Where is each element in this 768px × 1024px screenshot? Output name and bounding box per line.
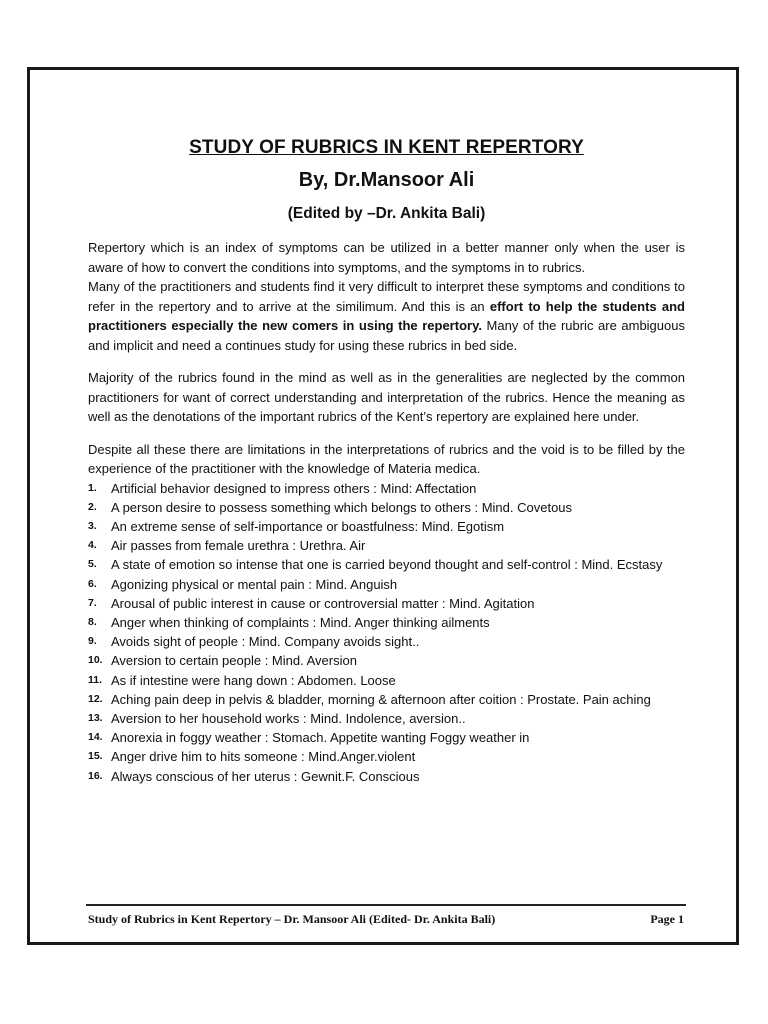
paragraph-practitioners-emphasis: effort to help the students and practitioners especially the new comers in using the repertory. [88, 298, 685, 333]
rubric-item [88, 690, 685, 709]
rubric-item [88, 575, 685, 594]
document-editor: (Edited by –Dr. Ankita Bali) [287, 205, 486, 222]
paragraph-limitations: Despite all these there are limitations in the interpretations of rubrics and the void is to be filled by the experience of the practitioner with the knowledge of Materia medica. [88, 441, 685, 476]
rubric-text: Anger when thinking of complaints : Mind. Anger thinking ailments [111, 614, 490, 630]
rubric-text: Anger drive him to hits someone : Mind.Anger.violent [111, 749, 416, 765]
paragraph-intro: Repertory which is an index of symptoms can be utilized in a better manner only when the user is aware of how to convert the conditions into symptoms, and the symptoms in to rubrics. [88, 240, 685, 275]
rubric-text: As if intestine were hang down : Abdomen. Loose [111, 672, 396, 688]
rubric-number: 9. [88, 635, 97, 648]
rubric-number: 6. [88, 577, 97, 590]
rubric-text: Artificial behavior designed to impress others : Mind: Affectation [111, 480, 477, 496]
rubric-text: Aversion to her household works : Mind. Indolence, aversion.. [111, 710, 466, 726]
rubric-text: Aching pain deep in pelvis & bladder, morning & afternoon after coition : Prostate. Pain aching [111, 691, 651, 707]
paragraph-practitioners-end: Many of the rubric are ambiguous and implicit and need a continues study for using these rubrics in bed side. [88, 318, 685, 353]
document-body [88, 137, 685, 786]
rubric-item [88, 613, 685, 632]
rubric-number: 7. [88, 596, 97, 609]
rubric-item [88, 747, 685, 766]
paragraph-majority: Majority of the rubrics found in the mind as well as in the generalities are neglected by the common practitioners for want of correct understanding and interpretation of the rubrics. Hence the meaning as well as the denotations of the important rubrics of the Kent’s repertory are explained here under. [88, 370, 685, 424]
rubric-number: 5. [88, 558, 97, 571]
rubric-item [88, 767, 685, 786]
rubric-text: Always conscious of her uterus : Gewnit.F. Conscious [111, 768, 420, 784]
rubric-text: Arousal of public interest in cause or controversial matter : Mind. Agitation [111, 595, 535, 611]
footer-title: Study of Rubrics in Kent Repertory – Dr. Mansoor Ali (Edited- Dr. Ankita Bali) [88, 912, 496, 926]
document-title: STUDY OF RUBRICS IN KENT REPERTORY [189, 137, 584, 158]
rubric-number: 1. [88, 481, 97, 494]
rubric-number: 11. [88, 673, 103, 686]
rubric-item [88, 479, 685, 498]
paragraph-practitioners-start: Many of the practitioners and students find it very difficult to interpret these symptoms and conditions to refer in the repertory and to arrive at the similimum. And this is an [88, 279, 685, 314]
rubric-item [88, 498, 685, 517]
rubric-text: Air passes from female urethra : Urethra. Air [111, 538, 366, 554]
rubric-number: 16. [88, 769, 103, 782]
rubric-text: A state of emotion so intense that one is carried beyond thought and self-control : Mind. Ecstasy [111, 557, 663, 573]
page-footer [88, 912, 684, 927]
paragraph-spacer [88, 355, 685, 368]
rubric-number: 15. [88, 750, 103, 763]
rubric-number: 3. [88, 519, 97, 532]
rubric-item [88, 632, 685, 651]
rubric-list [88, 479, 685, 786]
rubric-number: 14. [88, 731, 103, 744]
rubric-text: Agonizing physical or mental pain : Mind. Anguish [111, 576, 398, 592]
rubric-number: 4. [88, 539, 97, 552]
rubric-text: Anorexia in foggy weather : Stomach. Appetite wanting Foggy weather in [111, 730, 530, 746]
footer-divider [86, 904, 686, 906]
rubric-number: 10. [88, 654, 103, 667]
rubric-item [88, 555, 685, 574]
rubric-item [88, 651, 685, 670]
rubric-number: 8. [88, 615, 97, 628]
rubric-text: Avoids sight of people : Mind. Company avoids sight.. [111, 634, 420, 650]
rubric-item [88, 728, 685, 747]
paragraph-spacer [88, 427, 685, 440]
rubric-text: Aversion to certain people : Mind. Aversion [111, 653, 357, 669]
rubric-number: 2. [88, 500, 97, 513]
rubric-number: 13. [88, 711, 103, 724]
rubric-item [88, 671, 685, 690]
paragraph-practitioners [88, 277, 685, 355]
footer-page-number: Page 1 [650, 912, 684, 926]
rubric-number: 12. [88, 692, 103, 705]
document-author: By, Dr.Mansoor Ali [298, 169, 475, 191]
rubric-item [88, 709, 685, 728]
rubric-item [88, 517, 685, 536]
rubric-item [88, 594, 685, 613]
rubric-text: A person desire to possess something which belongs to others : Mind. Covetous [111, 499, 573, 515]
rubric-text: An extreme sense of self-importance or boastfulness: Mind. Egotism [111, 518, 505, 534]
rubric-item [88, 536, 685, 555]
